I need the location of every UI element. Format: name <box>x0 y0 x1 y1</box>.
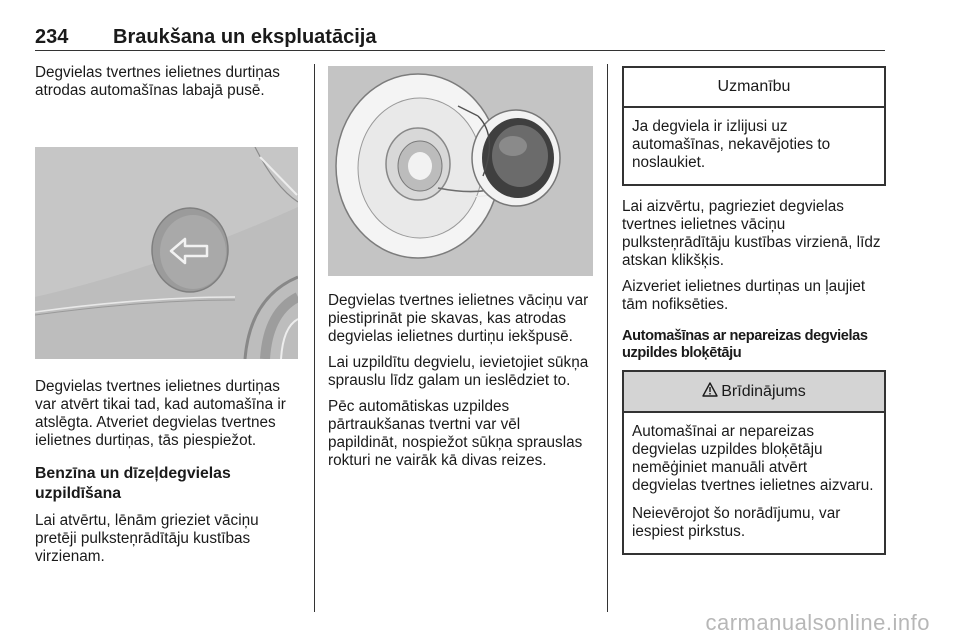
fuel-door-caption: Degvielas tvertnes ielietnes durtiņas var atvērt tikai tad, kad automašīna ir atslēgta. Atveriet degvielas tvertnes ielietnes durtiņas, tās piespiežot. <box>35 378 286 449</box>
warning-text-1: Automašīnai ar nepareizas degvielas uzpildes bloķētāju nemēģiniet manuāli atvērt degvielas tvertnes ielietnes aizvaru. <box>632 423 874 494</box>
page-number: 234 <box>35 26 69 48</box>
column-3 <box>622 64 886 567</box>
close-cap-paragraph: Lai aizvērtu, pagrieziet degvielas tvertnes ielietnes vāciņu pulksteņrādītāju kustības virzienā, līdz atskan klikšķis. <box>622 198 881 269</box>
column-divider-1 <box>314 64 315 612</box>
caution-box <box>622 66 886 186</box>
close-door-paragraph: Aizveriet ielietnes durtiņas un ļaujiet tām nofiksēties. <box>622 278 866 313</box>
column-divider-2 <box>607 64 608 612</box>
warning-triangle-icon <box>702 382 718 397</box>
insert-nozzle-paragraph: Lai uzpildītu degvielu, ievietojiet sūkņa sprauslu līdz galam un ieslēdziet to. <box>328 354 589 389</box>
page-header <box>35 22 885 52</box>
fuel-door-illustration <box>35 147 298 359</box>
caution-title: Uzmanību <box>717 78 791 95</box>
warning-text-2: Neievērojot šo norādījumu, var iespiest pirkstus. <box>632 505 841 540</box>
page-title: Braukšana un ekspluatācija <box>113 26 377 48</box>
warning-header <box>624 372 884 411</box>
watermark: carmanualsonline.info <box>705 610 930 635</box>
cap-clip-paragraph: Degvielas tvertnes ielietnes vāciņu var piestiprināt pie skavas, kas atrodas degvielas ielietnes durtiņu iekšpusē. <box>328 292 589 345</box>
header-rule <box>35 50 885 51</box>
section-heading-refuelling: Benzīna un dīzeļdegvielas uzpildīšana <box>35 465 231 502</box>
fuel-cap-illustration <box>328 66 593 276</box>
open-cap-paragraph: Lai atvērtu, lēnām grieziet vāciņu pretēji pulksteņrādītāju kustības virzienam. <box>35 512 259 565</box>
warning-box <box>622 370 886 555</box>
column-2 <box>328 64 593 478</box>
top-up-paragraph: Pēc automātiskas uzpildes pārtraukšanas tvertni var vēl papildināt, nospiežot sūkņa sprauslas rokturi ne vairāk kā divas reizes. <box>328 398 583 469</box>
intro-paragraph: Degvielas tvertnes ielietnes durtiņas atrodas automašīnas labajā pusē. <box>35 64 280 99</box>
warning-title: Brīdinājums <box>721 383 806 400</box>
column-1 <box>35 64 300 574</box>
caution-text: Ja degviela ir izlijusi uz automašīnas, nekavējoties to noslaukiet. <box>632 118 831 171</box>
section-heading-misfuel: Automašīnas ar nepareizas degvielas uzpildes bloķētāju <box>622 328 868 361</box>
